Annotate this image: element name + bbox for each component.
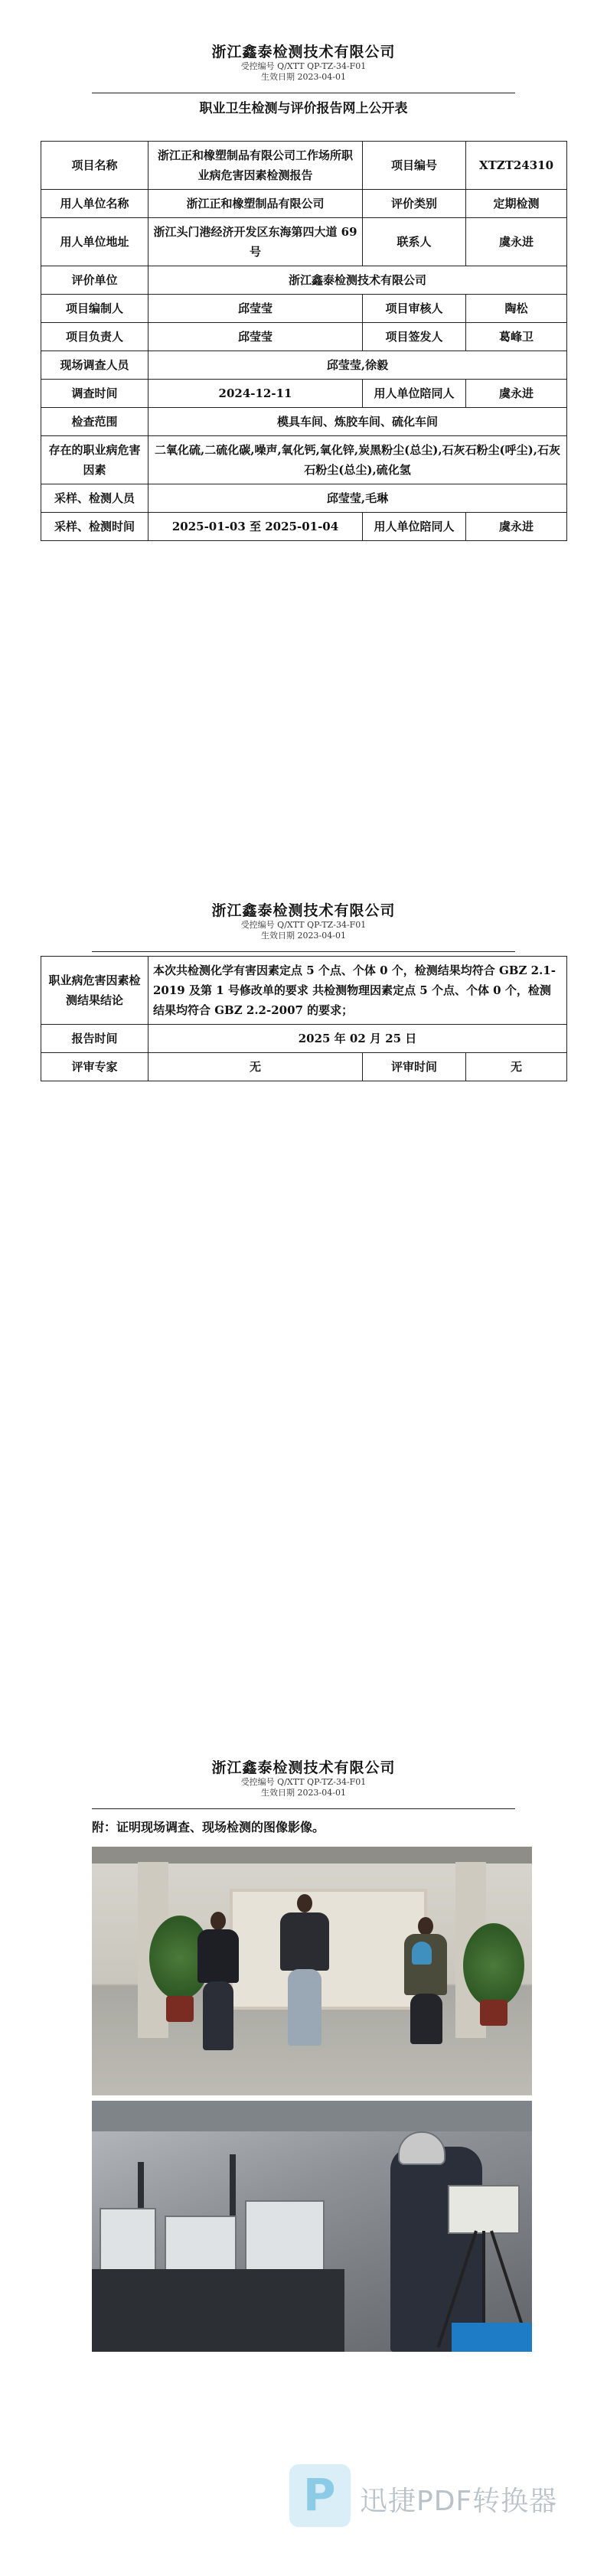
person-shape — [280, 1912, 329, 1971]
person-shape — [197, 1929, 239, 1983]
cell-label: 调查时间 — [41, 380, 148, 408]
cell-sampler: 邱莹莹,毛琳 — [148, 484, 567, 513]
cell-report-time: 2025 年 02 月 25 日 — [148, 1025, 567, 1053]
cell-survey-time: 2024-12-11 — [148, 380, 363, 408]
cell-label: 评审专家 — [41, 1053, 148, 1081]
cell-label: 项目负责人 — [41, 323, 148, 351]
cell-accompany: 虞永进 — [466, 380, 567, 408]
cell-scope: 模具车间、炼胶车间、硫化车间 — [148, 408, 567, 436]
cell-label: 检查范围 — [41, 408, 148, 436]
cell-leader: 邱莹莹 — [148, 323, 363, 351]
cell-employer-name: 浙江正和橡塑制品有限公司 — [148, 190, 363, 218]
cell-label: 采样、检测人员 — [41, 484, 148, 513]
cell-label: 评价类别 — [363, 190, 466, 218]
workshop-ceiling-shape — [92, 2101, 532, 2131]
table-row — [41, 484, 567, 513]
site-detection-photo — [92, 2101, 532, 2352]
table-row — [41, 1025, 567, 1053]
cell-label: 评价单位 — [41, 266, 148, 295]
helmet-shape — [398, 2131, 445, 2165]
person-head-shape — [210, 1912, 226, 1930]
page-title: 职业卫生检测与评价报告网上公开表 — [199, 101, 408, 116]
company-name: 浙江鑫泰检测技术有限公司 — [211, 902, 396, 919]
blue-crate-shape — [452, 2323, 532, 2352]
cell-sample-time: 2025-01-03 至 2025-01-04 — [148, 513, 363, 541]
table-row — [41, 957, 567, 1025]
cell-reviewer: 陶松 — [466, 295, 567, 323]
conclusion-table — [41, 956, 567, 1081]
converter-watermark — [289, 2464, 565, 2527]
cell-label: 项目签发人 — [363, 323, 466, 351]
table-row — [41, 436, 567, 484]
person-legs-shape — [203, 1981, 233, 2050]
effective-date: 生效日期 2023-04-01 — [261, 1788, 346, 1798]
sampling-device-shape — [448, 2185, 520, 2234]
pipe-shape — [230, 2154, 236, 2216]
table-row — [41, 190, 567, 218]
appendix-caption: 附：证明现场调查、现场检测的图像影像。 — [92, 1820, 325, 1834]
site-survey-photo — [92, 1847, 532, 2095]
table-row — [41, 513, 567, 541]
cell-project-name: 浙江正和橡塑制品有限公司工作场所职业病危害因素检测报告 — [148, 142, 363, 190]
page2-header — [0, 902, 607, 941]
table-row — [41, 295, 567, 323]
page3-header — [0, 1759, 607, 1798]
person-head-shape — [297, 1894, 312, 1912]
cell-label: 项目审核人 — [363, 295, 466, 323]
header-rule — [92, 951, 515, 952]
cell-label: 用人单位地址 — [41, 218, 148, 266]
cell-employer-address: 浙江头门港经济开发区东海第四大道 69 号 — [148, 218, 363, 266]
table-row — [41, 323, 567, 351]
certificate-shape — [412, 1942, 432, 1965]
table-row — [41, 351, 567, 380]
person-legs-shape — [288, 1969, 321, 2046]
company-name: 浙江鑫泰检测技术有限公司 — [211, 1759, 396, 1776]
company-name: 浙江鑫泰检测技术有限公司 — [211, 44, 396, 60]
pot-shape — [166, 1996, 194, 2022]
pot-shape — [480, 2000, 507, 2026]
table-row — [41, 1053, 567, 1081]
cell-label: 用人单位陪同人 — [363, 380, 466, 408]
table-row — [41, 218, 567, 266]
cell-label: 职业病危害因素检测结果结论 — [41, 957, 148, 1025]
control-number: 受控编号 Q/XTT QP-TZ-34-F01 — [240, 920, 367, 930]
cell-hazards: 二氧化硫,二硫化碳,噪声,氧化钙,氧化锌,炭黑粉尘(总尘),石灰石粉尘(呼尘),石灰石粉尘(总尘),硫化氢 — [148, 436, 567, 484]
effective-date: 生效日期 2023-04-01 — [261, 931, 346, 941]
cell-label: 项目名称 — [41, 142, 148, 190]
cell-label: 现场调查人员 — [41, 351, 148, 380]
person-head-shape — [418, 1917, 433, 1935]
cell-review-time: 无 — [466, 1053, 567, 1081]
machine-shape — [165, 2216, 237, 2272]
cell-conclusion: 本次共检测化学有害因素定点 5 个点、个体 0 个，检测结果均符合 GBZ 2.1-2019 及第 1 号修改单的要求 共检测物理因素定点 5 个点、个体 0 个，检测结果均符合 GBZ 2.2-2007 的要求； — [148, 957, 567, 1025]
cell-project-no: XTZT24310 — [466, 142, 567, 190]
page1-header — [0, 43, 607, 83]
disclosure-table — [41, 141, 567, 541]
cell-investigator: 邱莹莹,徐毅 — [148, 351, 567, 380]
person-legs-shape — [410, 1994, 442, 2044]
cell-eval-unit: 浙江鑫泰检测技术有限公司 — [148, 266, 567, 295]
cell-compiler: 邱莹莹 — [148, 295, 363, 323]
cell-label: 用人单位陪同人 — [363, 513, 466, 541]
watermark-text: 迅捷PDF转换器 — [360, 2486, 558, 2517]
cell-label: 项目编号 — [363, 142, 466, 190]
plant-shape — [463, 1923, 524, 2007]
cell-label: 项目编制人 — [41, 295, 148, 323]
cell-label: 存在的职业病危害因素 — [41, 436, 148, 484]
cell-expert: 无 — [148, 1053, 363, 1081]
header-rule — [92, 1808, 515, 1809]
cell-label: 采样、检测时间 — [41, 513, 148, 541]
cell-contact: 虞永进 — [466, 218, 567, 266]
table-row — [41, 380, 567, 408]
pipe-shape — [138, 2162, 144, 2208]
cell-eval-type: 定期检测 — [466, 190, 567, 218]
cell-issuer: 葛峰卫 — [466, 323, 567, 351]
cell-label: 评审时间 — [363, 1053, 466, 1081]
machine-shape — [245, 2200, 325, 2272]
table-row — [41, 408, 567, 436]
cell-label: 报告时间 — [41, 1025, 148, 1053]
effective-date: 生效日期 2023-04-01 — [261, 72, 346, 82]
table-row — [41, 266, 567, 295]
ceiling-shape — [92, 1847, 532, 1864]
machine-shape — [100, 2208, 156, 2272]
cell-accompany: 虞永进 — [466, 513, 567, 541]
cell-label: 用人单位名称 — [41, 190, 148, 218]
pdf-logo-icon: P — [289, 2464, 351, 2527]
control-number: 受控编号 Q/XTT QP-TZ-34-F01 — [240, 1777, 367, 1787]
table-row — [41, 142, 567, 190]
cell-label: 联系人 — [363, 218, 466, 266]
control-number: 受控编号 Q/XTT QP-TZ-34-F01 — [240, 61, 367, 71]
workbench-shape — [92, 2269, 344, 2352]
